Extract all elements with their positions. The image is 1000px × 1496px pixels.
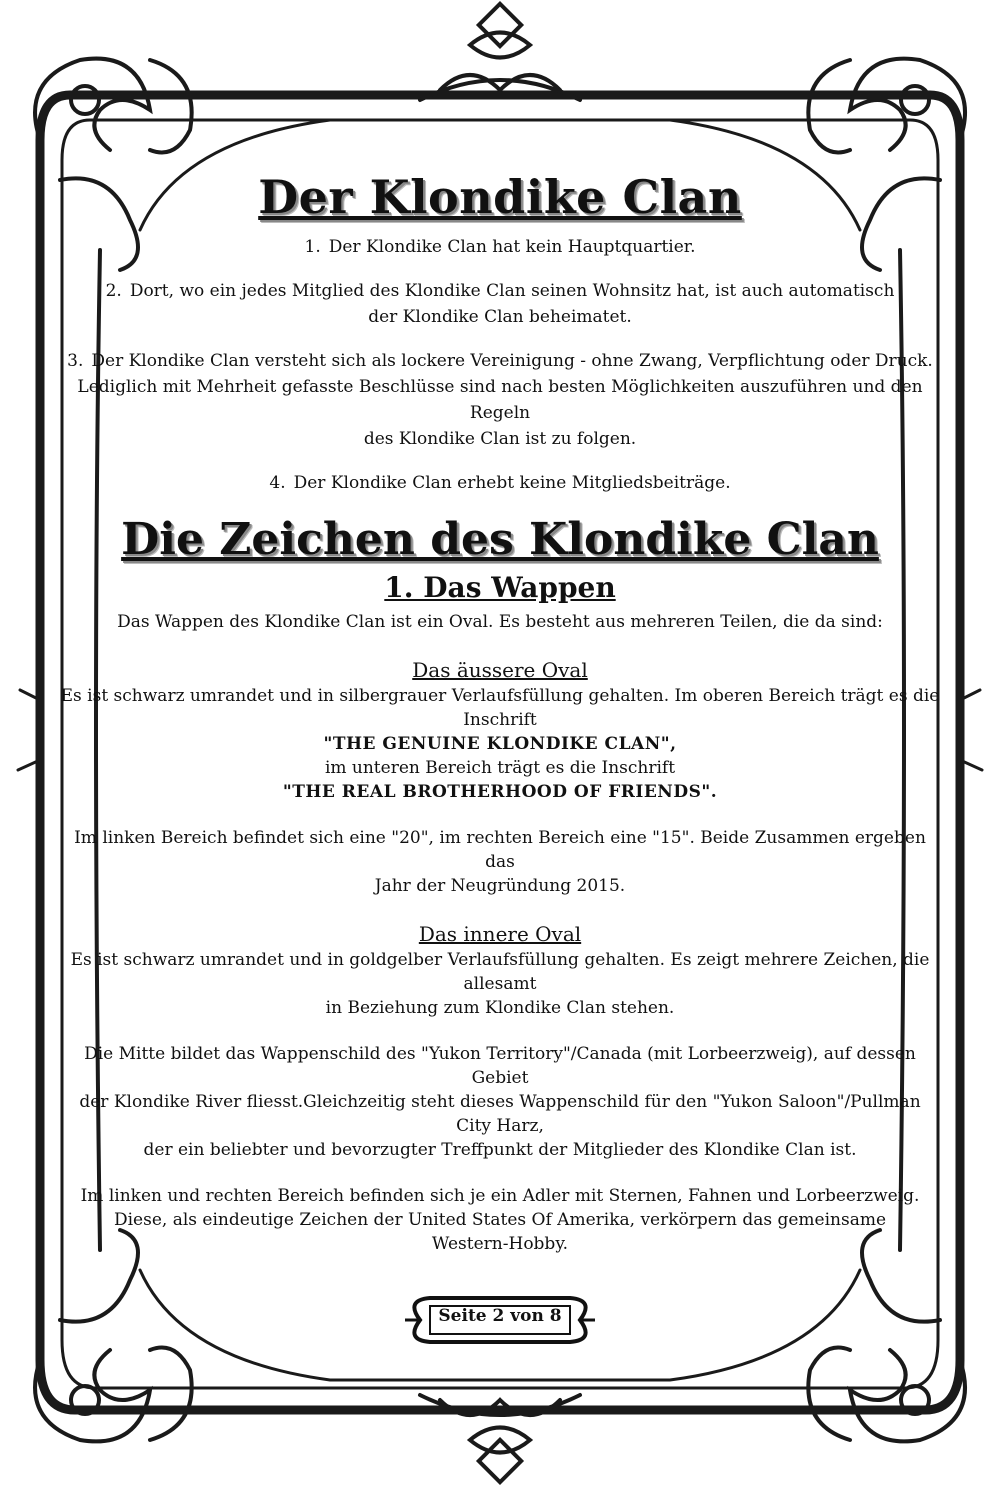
eagle-paragraph: Im linken und rechten Bereich befinden sich je ein Adler mit Sternen, Fahnen und Lorbeerzweig. Diese, als eindeutige Zeichen der United States Of Amerika, verkörpern das gemeinsame Western-Hobby.	[80, 1186, 920, 1254]
center-paragraph: Die Mitte bildet das Wappenschild des "Yukon Territory"/Canada (mit Lorbeerzweig), auf dessen Gebiet der Klondike River fliesst.Gleichzeitig steht dieses Wappenschild für den "Yukon Saloon"/Pullman City Harz, der ein beliebter und bevorzugter Treffpunkt der Mitglieder des Klondike Clan ist.	[79, 1044, 921, 1160]
rule-3: 3. Der Klondike Clan versteht sich als lockere Vereinigung - ohne Zwang, Verpflichtung oder Druck. Lediglich mit Mehrheit gefasste Beschlüsse sind nach besten Möglichkeiten auszuführen und den Regeln des Klondike Clan ist zu folgen.	[67, 351, 933, 449]
intro-paragraph: Das Wappen des Klondike Clan ist ein Oval. Es besteht aus mehreren Teilen, die da sind:	[117, 612, 883, 632]
page-number-badge	[400, 1290, 600, 1350]
years-paragraph: Im linken Bereich befindet sich eine "20", im rechten Bereich eine "15". Beide Zusammen ergeben das Jahr der Neugründung 2015.	[74, 828, 926, 896]
top-knot-ornament	[420, 4, 580, 100]
outer-oval-block: Das äussere Oval Es ist schwarz umrandet und in silbergrauer Verlaufsfüllung gehalten. Im oberen Bereich trägt es die Inschrift "THE GENUINE KLONDIKE CLAN", im unteren Bereich trägt es die Inschrift "THE REAL BROTHERHOOD OF FRIENDS".	[60, 658, 940, 802]
rule-4: 4. Der Klondike Clan erhebt keine Mitgliedsbeiträge.	[269, 473, 731, 493]
inner-oval-block: Das innere Oval Es ist schwarz umrandet und in goldgelber Verlaufsfüllung gehalten. Es zeigt mehrere Zeichen, die allesamt in Beziehung zum Klondike Clan stehen.	[60, 920, 940, 1020]
inner-oval-heading: Das innere Oval	[418, 922, 582, 946]
page-title: Der Klondike Clan	[258, 170, 742, 224]
inscription-bottom: "THE REAL BROTHERHOOD OF FRIENDS".	[282, 782, 718, 802]
rule-1: 1. Der Klondike Clan hat kein Hauptquartier.	[304, 237, 696, 257]
page-number-label: Seite 2 von 8	[438, 1306, 562, 1326]
inscription-top: "THE GENUINE KLONDIKE CLAN",	[323, 734, 677, 754]
page-content	[60, 150, 940, 1278]
rule-2: 2. Dort, wo ein jedes Mitglied des Klondike Clan seinen Wohnsitz hat, ist auch automatisch der Klondike Clan beheimatet.	[105, 281, 895, 327]
outer-oval-heading: Das äussere Oval	[412, 658, 588, 682]
section-title: Die Zeichen des Klondike Clan	[121, 514, 879, 565]
subsection-title: 1. Das Wappen	[384, 571, 616, 604]
